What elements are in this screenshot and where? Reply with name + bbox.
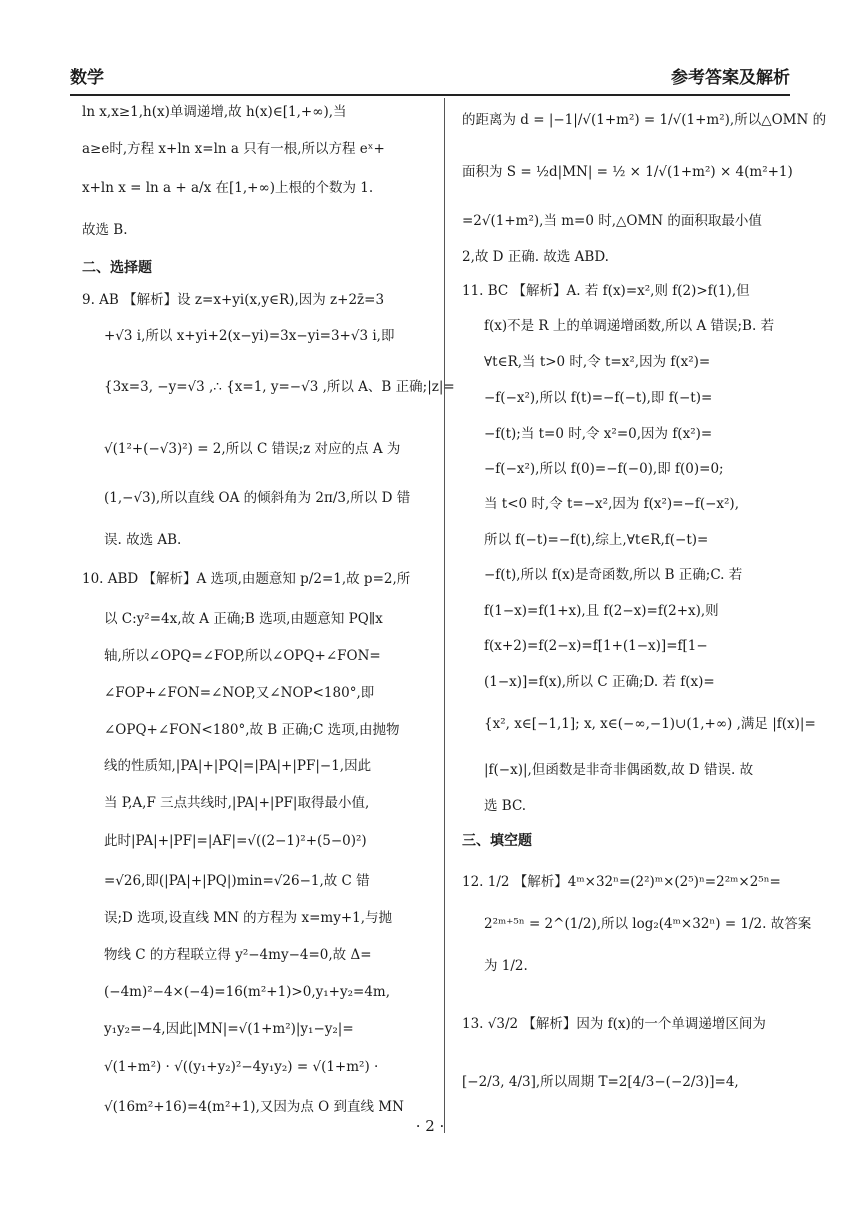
text-line: 12. 1/2 【解析】4ᵐ×32ⁿ=(2²)ᵐ×(2⁵)ⁿ=2²ᵐ×2⁵ⁿ= [462, 874, 781, 890]
text-line: {3x=3, −y=√3 ,∴ {x=1, y=−√3 ,所以 A、B 正确;|z|= [104, 379, 455, 395]
text-line: f(1−x)=f(1+x),且 f(2−x)=f(2+x),则 [484, 603, 719, 619]
text-line: 误. 故选 AB. [104, 532, 182, 548]
text-line: =√26,即(|PA|+|PQ|)min=√26−1,故 C 错 [104, 873, 370, 889]
text-line: ∠FOP+∠FON=∠NOP,又∠NOP<180°,即 [104, 685, 375, 701]
text-line: 以 C:y²=4x,故 A 正确;B 选项,由题意知 PQ∥x [104, 611, 383, 627]
text-line: f(x+2)=f(2−x)=f[1+(1−x)]=f[1− [484, 638, 708, 654]
text-line: 当 t<0 时,令 t=−x²,因为 f(x²)=−f(−x²), [484, 496, 739, 512]
text-line: 10. ABD 【解析】A 选项,由题意知 p/2=1,故 p=2,所 [82, 571, 411, 587]
text-line: 2,故 D 正确. 故选 ABD. [462, 249, 609, 265]
text-line: 此时|PA|+|PF|=|AF|=√((2−1)²+(5−0)²) [104, 833, 367, 849]
text-line: ∠OPQ+∠FON<180°,故 B 正确;C 选项,由抛物 [104, 722, 400, 738]
page-number: · 2 · [415, 1117, 445, 1135]
text-line: 面积为 S = ½d|MN| = ½ × 1/√(1+m²) × 4(m²+1) [462, 164, 793, 180]
text-line: −f(−x²),所以 f(0)=−f(−0),即 f(0)=0; [484, 461, 724, 477]
text-line: [−2/3, 4/3],所以周期 T=2[4/3−(−2/3)]=4, [462, 1074, 739, 1090]
text-line: 为 1/2. [484, 958, 528, 974]
text-line: (−4m)²−4×(−4)=16(m²+1)>0,y₁+y₂=4m, [104, 984, 391, 1000]
text-line: x+ln x = ln a + a/x 在[1,+∞)上根的个数为 1. [82, 180, 374, 196]
text-line: 13. √3/2 【解析】因为 f(x)的一个单调递增区间为 [462, 1016, 766, 1032]
text-line: f(x)不是 R 上的单调递增函数,所以 A 错误;B. 若 [484, 318, 775, 334]
text-line: (1−x)]=f(x),所以 C 正确;D. 若 f(x)= [484, 674, 715, 690]
text-line: 2²ᵐ⁺⁵ⁿ = 2^(1/2),所以 log₂(4ᵐ×32ⁿ) = 1/2. 故答案 [484, 916, 812, 932]
text-line: −f(t);当 t=0 时,令 x²=0,因为 f(x²)= [484, 426, 713, 442]
section-heading: 三、填空题 [462, 833, 532, 849]
text-line: 误;D 选项,设直线 MN 的方程为 x=my+1,与抛 [104, 910, 393, 926]
text-line: (1,−√3),所以直线 OA 的倾斜角为 2π/3,所以 D 错 [104, 490, 411, 506]
text-line: −f(t),所以 f(x)是奇函数,所以 B 正确;C. 若 [484, 567, 743, 583]
text-line: 选 BC. [484, 798, 527, 814]
text-line: 9. AB 【解析】设 z=x+yi(x,y∈R),因为 z+2z̄=3 [82, 292, 385, 308]
text-line: {x², x∈[−1,1]; x, x∈(−∞,−1)∪(1,+∞) ,满足 |f(x)|= [484, 716, 816, 732]
text-line: 物线 C 的方程联立得 y²−4my−4=0,故 Δ= [104, 947, 372, 963]
text-line: √(1²+(−√3)²) = 2,所以 C 错误;z 对应的点 A 为 [104, 441, 401, 457]
text-line: 的距离为 d = |−1|/√(1+m²) = 1/√(1+m²),所以△OMN 的 [462, 112, 827, 128]
subject-label: 数学 [70, 68, 104, 88]
page-header [70, 48, 790, 96]
text-line: ∀t∈R,当 t>0 时,令 t=x²,因为 f(x²)= [484, 354, 711, 370]
text-line: |f(−x)|,但函数是非奇非偶函数,故 D 错误. 故 [484, 762, 754, 778]
text-line: √(16m²+16)=4(m²+1),又因为点 O 到直线 MN [104, 1099, 404, 1115]
text-line: −f(−x²),所以 f(t)=−f(−t),即 f(−t)= [484, 390, 713, 406]
text-line: √(1+m²) · √((y₁+y₂)²−4y₁y₂) = √(1+m²) · [104, 1059, 379, 1075]
column-divider [444, 98, 445, 1133]
text-line: +√3 i,所以 x+yi+2(x−yi)=3x−yi=3+√3 i,即 [104, 328, 395, 344]
text-line: 当 P,A,F 三点共线时,|PA|+|PF|取得最小值, [104, 795, 370, 811]
text-line: ln x,x≥1,h(x)单调递增,故 h(x)∈[1,+∞),当 [82, 104, 347, 120]
text-line: 所以 f(−t)=−f(t),综上,∀t∈R,f(−t)= [484, 532, 709, 548]
header-title: 参考答案及解析 [671, 68, 790, 88]
text-line: 轴,所以∠OPQ=∠FOP,所以∠OPQ+∠FON= [104, 648, 381, 664]
text-line: 故选 B. [82, 222, 128, 238]
text-line: a≥e时,方程 x+ln x=ln a 只有一根,所以方程 eˣ+ [82, 141, 385, 157]
text-line: y₁y₂=−4,因此|MN|=√(1+m²)|y₁−y₂|= [104, 1021, 354, 1037]
section-heading: 二、选择题 [82, 260, 152, 276]
text-line: =2√(1+m²),当 m=0 时,△OMN 的面积取最小值 [462, 213, 762, 229]
text-line: 11. BC 【解析】A. 若 f(x)=x²,则 f(2)>f(1),但 [462, 283, 750, 299]
text-line: 线的性质知,|PA|+|PQ|=|PA|+|PF|−1,因此 [104, 758, 372, 774]
